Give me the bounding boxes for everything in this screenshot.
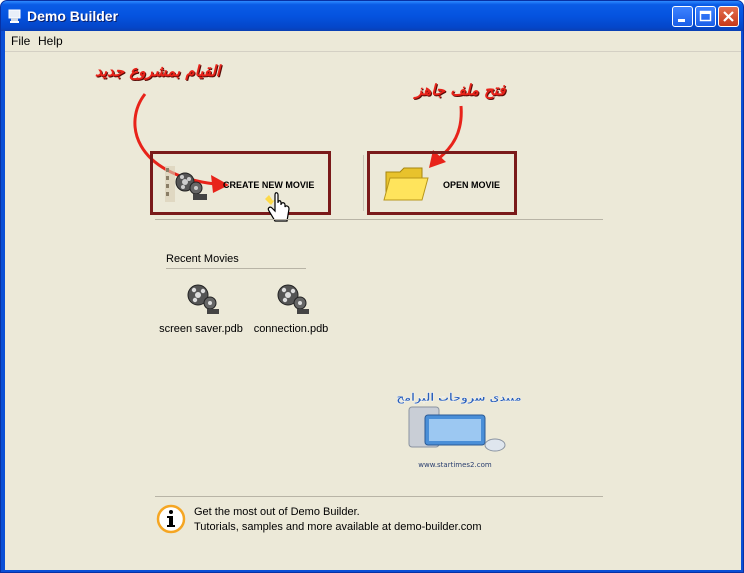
maximize-button[interactable] [695, 6, 716, 27]
action-separator [363, 155, 364, 211]
menu-bar [5, 31, 741, 52]
title-bar[interactable] [1, 1, 743, 31]
watermark-title: منتدى شروحات البرامج [396, 391, 522, 404]
info-text-line: Tutorials, samples and more available at demo-builder.com [194, 521, 482, 533]
folder-icon [382, 162, 432, 206]
minimize-button[interactable] [672, 6, 693, 27]
create-new-movie-label: CREATE NEW MOVIE [223, 180, 315, 190]
close-button[interactable] [718, 6, 739, 27]
menu-help[interactable]: Help [38, 34, 63, 48]
client-area [5, 31, 741, 570]
hand-cursor-icon [261, 185, 297, 227]
menu-file[interactable]: File [11, 34, 31, 48]
section-divider [155, 219, 603, 220]
annotation-open-hint: فتح ملف جاهز [415, 81, 506, 99]
info-divider [155, 496, 603, 497]
info-text-line: Get the most out of Demo Builder. [194, 506, 360, 518]
close-icon [719, 7, 738, 26]
annotation-create-hint: القيام بمشروع جديد [95, 62, 221, 80]
window-title: Demo Builder [27, 8, 119, 24]
open-movie-label: OPEN MOVIE [443, 180, 501, 190]
create-new-movie-button[interactable] [150, 151, 331, 215]
recent-movie-name: screen saver.pdb [159, 323, 243, 335]
recent-heading-underline [166, 268, 306, 269]
minimize-icon [673, 7, 692, 26]
recent-movies-heading: Recent Movies [166, 253, 239, 265]
forum-watermark-logo [396, 387, 522, 471]
watermark-url: www.startimes2.com [418, 461, 492, 469]
film-reel-icon [183, 281, 221, 317]
info-icon [156, 504, 186, 534]
open-movie-button[interactable] [367, 151, 517, 215]
film-camera-icon [163, 164, 209, 204]
recent-movie-name: connection.pdb [253, 323, 329, 335]
film-reel-icon [273, 281, 311, 317]
start-page [5, 52, 741, 570]
maximize-icon [696, 7, 715, 26]
app-icon [7, 8, 23, 24]
